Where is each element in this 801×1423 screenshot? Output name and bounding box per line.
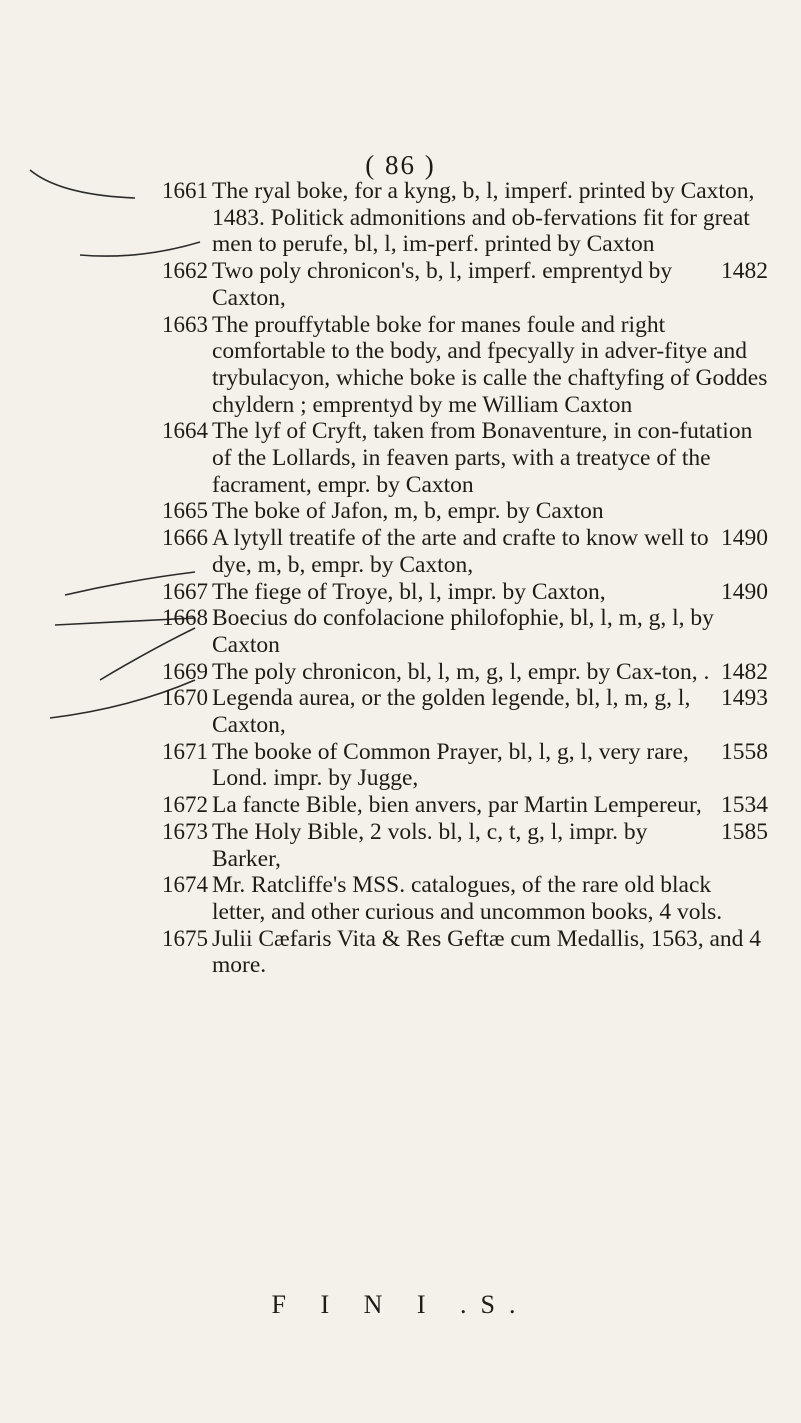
entry-1669 xyxy=(162,658,768,686)
entry-description: The booke of Common Prayer, bl, l, g, l, very rare, Lond. impr. by Jugge, xyxy=(212,738,689,792)
entry-date: 1490 xyxy=(721,525,768,552)
lot-number: 1671 xyxy=(162,738,208,764)
lot-number: 1667 xyxy=(162,578,208,604)
entry-date: 1490 xyxy=(721,578,768,605)
lot-number: 1674 xyxy=(162,872,208,898)
entry-description: The fiege of Troye, bl, l, impr. by Caxton, xyxy=(212,578,606,605)
lot-number: 1662 xyxy=(162,258,208,284)
entry-description: The prouffytable boke for manes foule and right comfortable to the body, and fpecyally in adver-fitye and trybulacyon, whiche boke is calle the chaftyfing of Goddes chyldern ; emprentyd by me William Caxton xyxy=(212,311,768,418)
entry-date: 1585 xyxy=(721,818,768,845)
finis: F I N I .S. xyxy=(271,1290,530,1319)
lot-number: 1666 xyxy=(162,525,208,551)
lot-number: 1668 xyxy=(162,605,208,631)
entry-description: The lyf of Cryft, taken from Bonaventure, in con-futation of the Lollards, in feaven parts, with a treatyce of the facrament, empr. by Caxton xyxy=(212,418,753,498)
entry-1672 xyxy=(162,792,768,819)
entry-1662 xyxy=(162,258,768,311)
entry-date: 1534 xyxy=(721,792,768,819)
entry-date: 1482 xyxy=(721,258,768,285)
entry-date: 1558 xyxy=(721,738,768,765)
lot-number: 1673 xyxy=(162,818,208,844)
entry-1673 xyxy=(162,818,768,872)
entry-1667 xyxy=(162,578,768,606)
lot-number: 1675 xyxy=(162,925,208,951)
page-number: ( 86 ) xyxy=(365,150,436,180)
entry-1668 xyxy=(162,605,768,658)
lot-number: 1664 xyxy=(162,418,208,444)
entry-description: Mr. Ratcliffe's MSS. catalogues, of the rare old black letter, and other curious and uncommon books, 4 vols. xyxy=(212,872,723,925)
entry-1661 xyxy=(162,178,768,258)
lot-number: 1672 xyxy=(162,792,208,818)
entry-1665 xyxy=(162,498,768,525)
entry-description: La fancte Bible, bien anvers, par Martin Lempereur, xyxy=(212,792,702,819)
entry-description: Legenda aurea, or the golden legende, bl, l, m, g, l, Caxton, xyxy=(212,685,691,739)
entry-description: Two poly chronicon's, b, l, imperf. emprentyd by Caxton, xyxy=(212,258,673,311)
lot-number: 1669 xyxy=(162,658,208,684)
entry-description: Boecius do confolacione philofophie, bl, l, m, g, l, by Caxton xyxy=(212,605,714,658)
entry-1670 xyxy=(162,685,768,739)
lot-number: 1670 xyxy=(162,685,208,711)
entry-date: 1493 xyxy=(721,685,768,712)
entry-description: Julii Cæfaris Vita & Res Geftæ cum Medallis, 1563, and 4 more. xyxy=(212,925,762,979)
entry-description: A lytyll treatife of the arte and crafte to know well to dye, m, b, empr. by Caxton, xyxy=(212,525,709,578)
entry-1663 xyxy=(162,311,768,419)
entry-1664 xyxy=(162,418,768,498)
catalogue-entries xyxy=(162,178,768,979)
entry-1671 xyxy=(162,738,768,792)
entry-1675 xyxy=(162,925,768,979)
entry-description: The ryal boke, for a kyng, b, l, imperf. printed by Caxton, 1483. Politick admonitions and ob-fervations fit for great men to perufe, bl, l, im-perf. printed by Caxton xyxy=(212,178,755,258)
entry-1674 xyxy=(162,872,768,925)
entry-1666 xyxy=(162,525,768,578)
entry-description: The boke of Jafon, m, b, empr. by Caxton xyxy=(212,498,604,525)
lot-number: 1665 xyxy=(162,498,208,524)
entry-date: 1482 xyxy=(721,658,768,685)
lot-number: 1663 xyxy=(162,311,208,337)
entry-description: The Holy Bible, 2 vols. bl, l, c, t, g, l, impr. by Barker, xyxy=(212,818,648,872)
entry-description: The poly chronicon, bl, l, m, g, l, empr. by Cax-ton, . xyxy=(212,658,710,685)
lot-number: 1661 xyxy=(162,178,208,203)
